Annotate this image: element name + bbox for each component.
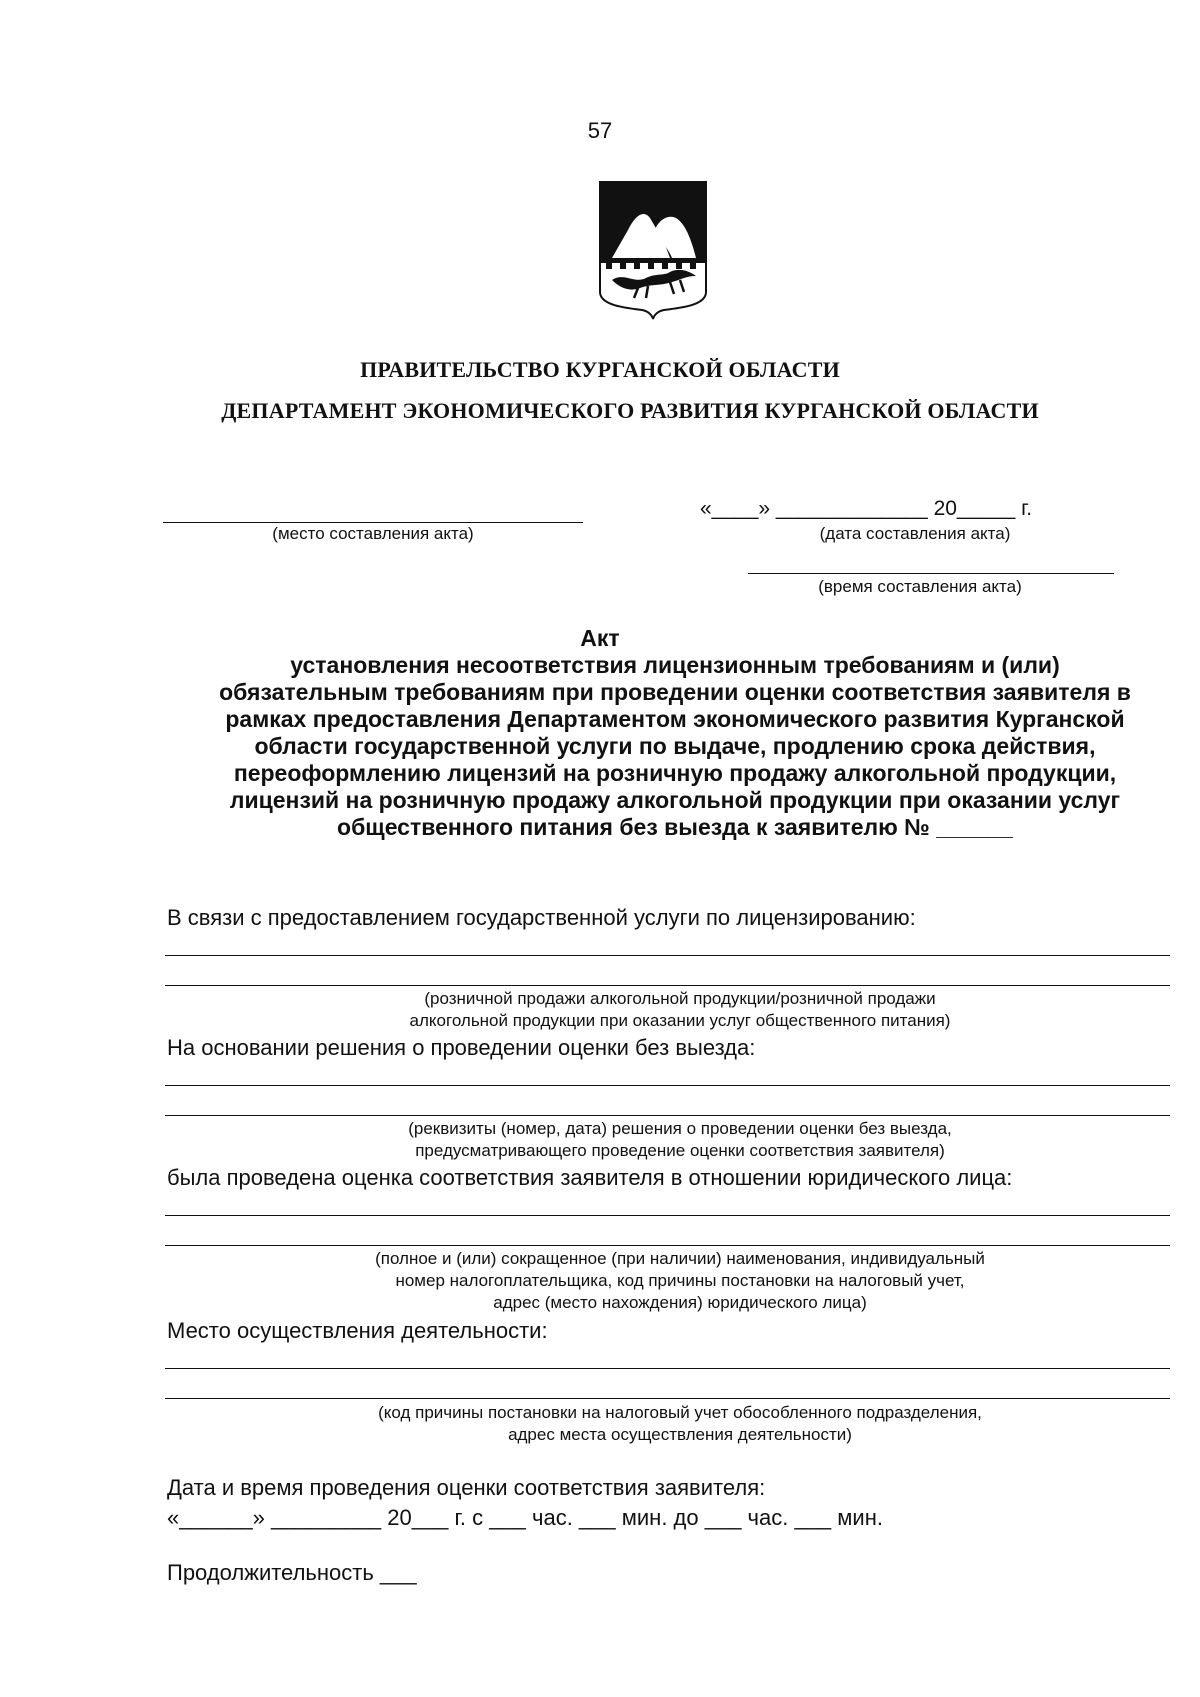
entity-input-line[interactable]	[165, 1245, 1170, 1246]
datetime-field[interactable]: «______» _________ 20___ г. с ___ час. ___ мин. до ___ час. ___ мин.	[167, 1505, 883, 1530]
act-title: Акт	[580, 625, 620, 651]
caption-line: (розничной продажи алкогольной продукции/розничной продажи	[424, 989, 936, 1008]
entity-label: была проведена оценка соответствия заявителя в отношении юридического лица:	[167, 1165, 1013, 1190]
decision-input-line[interactable]	[165, 1085, 1170, 1086]
location-caption	[250, 1402, 1110, 1446]
entity-caption	[250, 1248, 1110, 1314]
caption-line: алкогольной продукции при оказании услуг общественного питания)	[409, 1011, 951, 1030]
caption-line: адрес (место нахождения) юридического лица)	[493, 1293, 867, 1312]
place-caption: (место составления акта)	[272, 524, 474, 543]
service-input-line[interactable]	[165, 955, 1170, 956]
page-number: 57	[587, 118, 613, 143]
caption-line: (реквизиты (номер, дата) решения о проведении оценки без выезда,	[408, 1119, 952, 1138]
decision-label: На основании решения о проведении оценки без выезда:	[167, 1035, 756, 1060]
decision-caption	[280, 1118, 1080, 1162]
time-caption: (время составления акта)	[818, 577, 1022, 596]
place-input-line[interactable]	[163, 522, 583, 523]
caption-line: предусматривающего проведение оценки соответствия заявителя)	[415, 1141, 945, 1160]
location-label: Место осуществления деятельности:	[167, 1318, 548, 1343]
caption-line: адрес места осуществления деятельности)	[508, 1425, 852, 1444]
time-input-line[interactable]	[748, 573, 1114, 574]
act-subtitle-line: области государственной услуги по выдаче, продлению срока действия,	[254, 733, 1096, 759]
act-subtitle-line: обязательным требованиям при проведении оценки соответствия заявителя в	[219, 679, 1131, 705]
coat-of-arms-icon	[598, 180, 708, 320]
date-caption: (дата составления акта)	[819, 524, 1011, 543]
service-input-line[interactable]	[165, 985, 1170, 986]
caption-line: номер налогоплательщика, код причины постановки на налоговый учет,	[395, 1271, 965, 1290]
entity-input-line[interactable]	[165, 1215, 1170, 1216]
location-input-line[interactable]	[165, 1398, 1170, 1399]
service-label: В связи с предоставлением государственной услуги по лицензированию:	[167, 905, 916, 930]
act-subtitle-line: рамках предоставления Департаментом экономического развития Курганской	[225, 706, 1125, 732]
act-subtitle-line: общественного питания без выезда к заявителю № ______	[337, 814, 1013, 840]
caption-line: (код причины постановки на налоговый учет обособленного подразделения,	[378, 1403, 982, 1422]
decision-input-line[interactable]	[165, 1115, 1170, 1116]
org-name-department: ДЕПАРТАМЕНТ ЭКОНОМИЧЕСКОГО РАЗВИТИЯ КУРГАНСКОЙ ОБЛАСТИ	[221, 398, 1039, 423]
caption-line: (полное и (или) сокращенное (при наличии) наименования, индивидуальный	[375, 1249, 985, 1268]
date-field[interactable]: «____» _____________ 20_____ г.	[700, 497, 1033, 520]
location-input-line[interactable]	[165, 1368, 1170, 1369]
duration-field[interactable]: Продолжительность ___	[167, 1560, 417, 1585]
act-subtitle-line: лицензий на розничную продажу алкогольной продукции при оказании услуг	[229, 787, 1121, 813]
act-subtitle-line: установления несоответствия лицензионным требованиям и (или)	[290, 652, 1060, 678]
service-caption	[280, 988, 1080, 1032]
act-subtitle	[175, 652, 1175, 841]
org-name-government: ПРАВИТЕЛЬСТВО КУРГАНСКОЙ ОБЛАСТИ	[360, 357, 840, 382]
datetime-label: Дата и время проведения оценки соответствия заявителя:	[167, 1475, 766, 1500]
act-subtitle-line: переоформлению лицензий на розничную продажу алкогольной продукции,	[233, 760, 1117, 786]
